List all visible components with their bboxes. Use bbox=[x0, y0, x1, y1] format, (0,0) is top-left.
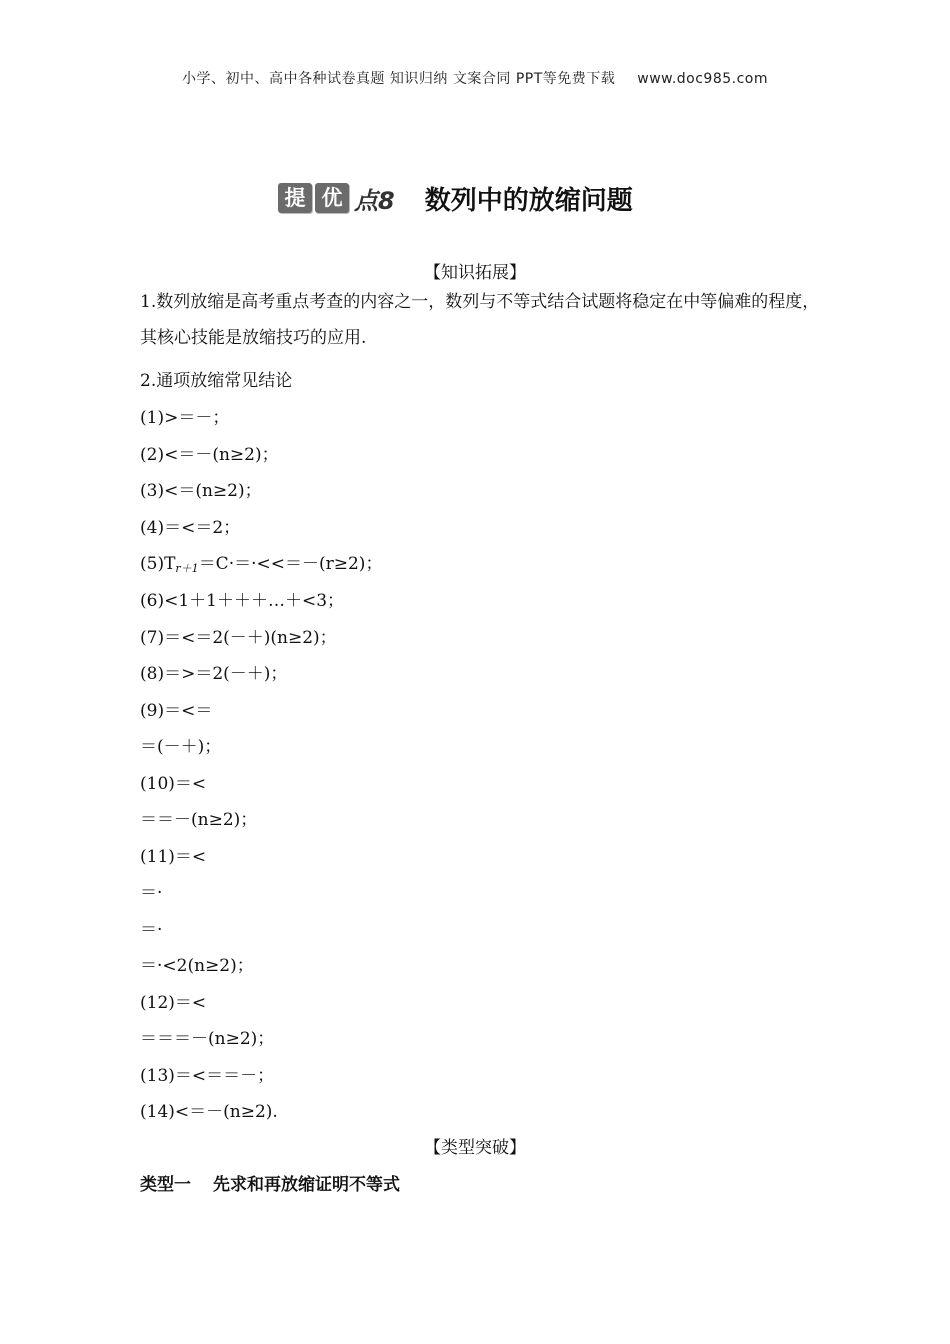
formula-line: (8)＝>＝2(－＋)； bbox=[140, 664, 288, 684]
title-badge-3: 点8 bbox=[354, 186, 395, 215]
formula-line: (13)＝<＝＝－； bbox=[140, 1066, 275, 1086]
formula-line: (11)＝< bbox=[140, 847, 207, 867]
formula-line: (6)<1＋1＋＋＋…＋<3； bbox=[140, 591, 345, 611]
formula-line: (1)>＝－； bbox=[140, 408, 230, 428]
formula-line: (10)＝< bbox=[140, 774, 207, 794]
formula-line: ＝＝－(n≥2)； bbox=[140, 810, 258, 830]
intro-paragraph: 1.数列放缩是高考重点考查的内容之一，数列与不等式结合试题将稳定在中等偏难的程度，其核心技能是放缩技巧的应用. bbox=[140, 292, 820, 348]
section-knowledge-heading: 【知识拓展】 bbox=[424, 263, 526, 283]
title-badge-2: 优 bbox=[315, 183, 349, 213]
type-one-label: 类型一 bbox=[140, 1175, 191, 1195]
formula-line: ＝·<2(n≥2)； bbox=[140, 956, 254, 976]
formula-line: (4)＝<＝2； bbox=[140, 518, 241, 538]
formula-line: (7)＝<＝2(－＋)(n≥2)； bbox=[140, 628, 337, 648]
formula-line-5 bbox=[140, 549, 382, 576]
formula-5-pre: (5)T bbox=[140, 554, 176, 574]
formula-line: (9)＝<＝ bbox=[140, 701, 213, 721]
formula-line: ＝· bbox=[140, 920, 163, 940]
formula-line: (3)<＝(n≥2)； bbox=[140, 481, 262, 501]
title-text: 数列中的放缩问题 bbox=[424, 185, 633, 216]
page-title bbox=[278, 178, 633, 218]
formula-line: (12)＝< bbox=[140, 993, 207, 1013]
formula-line: (14)<＝－(n≥2). bbox=[140, 1102, 278, 1122]
type-one-heading bbox=[140, 1170, 400, 1195]
formula-line: ＝(－＋)； bbox=[140, 737, 222, 757]
formula-5-sub: r＋1 bbox=[175, 562, 199, 575]
formula-line: ＝＝＝－(n≥2)； bbox=[140, 1029, 275, 1049]
header-text: 小学、初中、高中各种试卷真题 知识归纳 文案合同 PPT等免费下载 bbox=[181, 71, 616, 87]
section-types-heading: 【类型突破】 bbox=[424, 1138, 526, 1158]
page-header bbox=[0, 68, 950, 88]
formula-5-post: ＝C·＝·<<＝－(r≥2)； bbox=[198, 554, 383, 574]
title-badge-1: 提 bbox=[278, 183, 312, 213]
formula-line: (2)<＝－(n≥2)； bbox=[140, 445, 279, 465]
formula-line: ＝· bbox=[140, 883, 163, 903]
header-url[interactable]: www.doc985.com bbox=[637, 71, 769, 87]
type-one-text: 先求和再放缩证明不等式 bbox=[213, 1175, 400, 1195]
subheading: 2.通项放缩常见结论 bbox=[140, 371, 293, 391]
